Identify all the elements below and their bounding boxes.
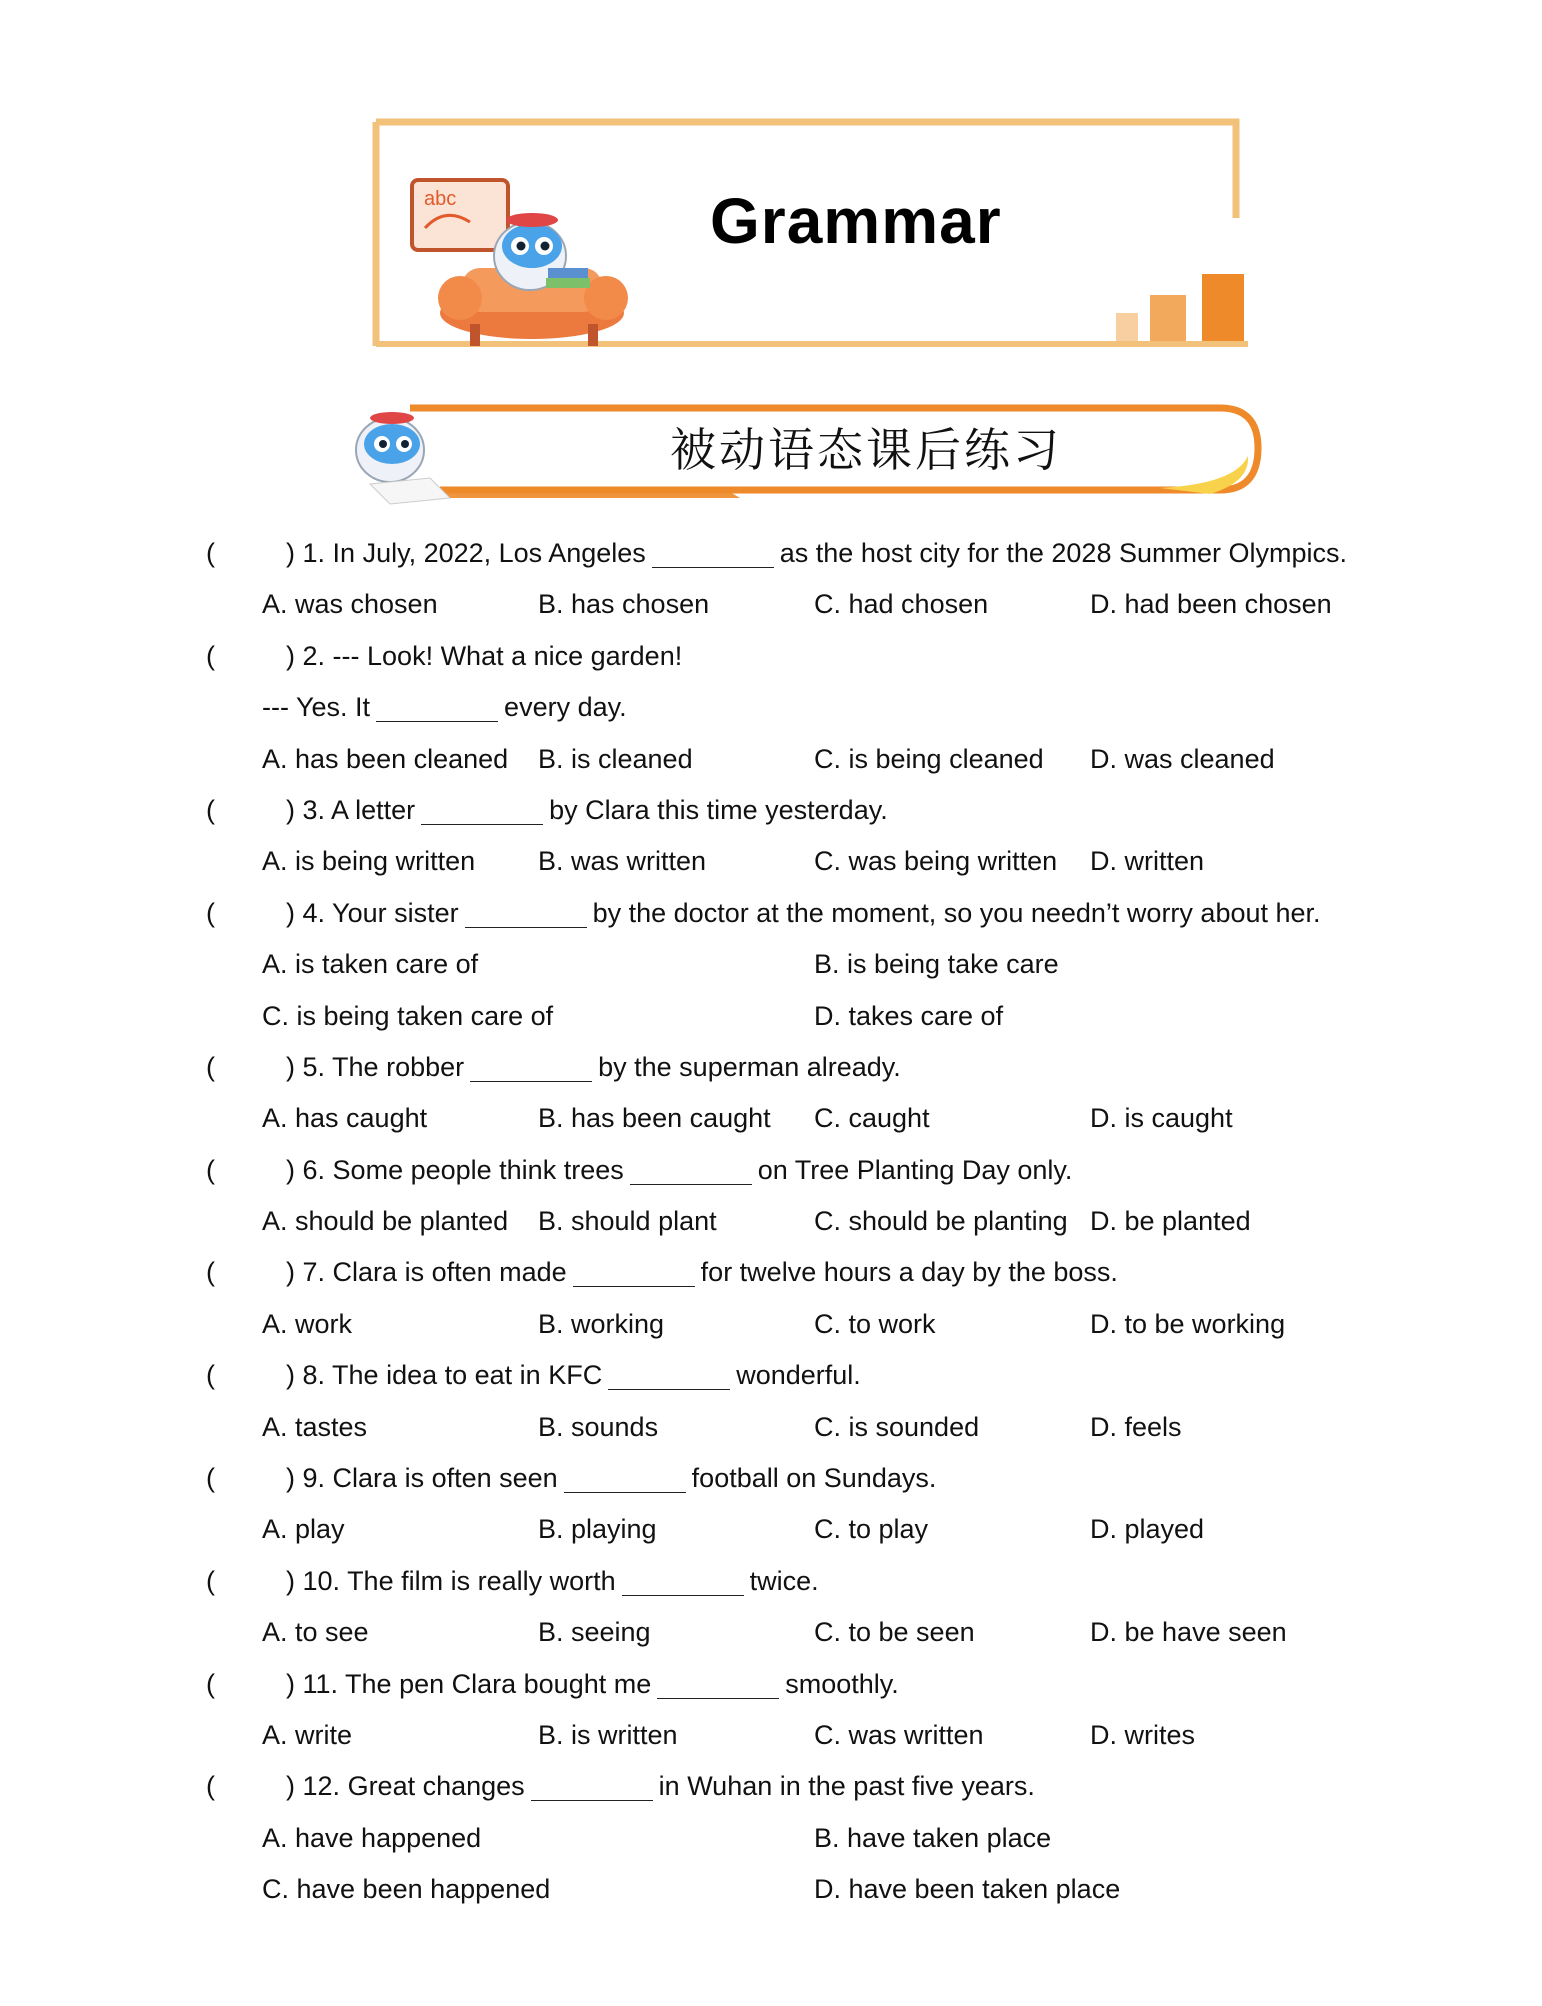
answer-paren[interactable]: (: [206, 640, 215, 671]
question-row: [0, 1042, 1542, 1093]
question-number: 3.: [302, 794, 326, 825]
answer-blank[interactable]: [622, 1565, 744, 1596]
options-row: [0, 1504, 1542, 1555]
option-a[interactable]: A. should be planted: [262, 1206, 509, 1237]
option-d[interactable]: D. takes care of: [814, 1000, 1004, 1031]
bar-medium: [1150, 295, 1186, 341]
answer-blank[interactable]: [376, 691, 498, 722]
stem-text: --- Look! What a nice garden!: [332, 640, 683, 671]
option-a[interactable]: A. play: [262, 1514, 345, 1545]
option-c[interactable]: C. is sounded: [814, 1411, 980, 1442]
options-row: [0, 1813, 1542, 1864]
options-row: [0, 991, 1542, 1042]
question-row: [0, 785, 1542, 836]
option-c[interactable]: C. had chosen: [814, 589, 989, 620]
option-a[interactable]: A. is taken care of: [262, 949, 479, 980]
stem-text-after: as the host city for the 2028 Summer Olympics.: [779, 538, 1347, 568]
answer-blank[interactable]: [465, 897, 587, 928]
question-stem: ) 11. The pen Clara bought me smoothly.: [286, 1668, 899, 1699]
answer-blank[interactable]: [630, 1154, 752, 1185]
options-row: [0, 1864, 1542, 1915]
question-row: [0, 1659, 1542, 1710]
option-d[interactable]: D. have been taken place: [814, 1874, 1121, 1905]
option-b[interactable]: B. working: [538, 1308, 665, 1339]
answer-paren[interactable]: (: [206, 1257, 215, 1288]
question-number: 10.: [302, 1565, 341, 1596]
answer-blank[interactable]: [564, 1462, 686, 1493]
question-row: [0, 1556, 1542, 1607]
answer-blank[interactable]: [573, 1256, 695, 1287]
answer-paren[interactable]: (: [206, 897, 215, 928]
question-row: [0, 528, 1542, 579]
question-stem: ) 5. The robber by the superman already.: [286, 1051, 901, 1082]
question-number: 11.: [302, 1668, 339, 1699]
cont-text: --- Yes. It: [262, 692, 371, 723]
option-b[interactable]: B. is written: [538, 1719, 678, 1750]
question-stem: ) 3. A letter by Clara this time yesterday.: [286, 794, 888, 825]
options-row: [0, 1402, 1542, 1453]
question-number: 2.: [302, 640, 326, 671]
question-stem: ) 2. --- Look! What a nice garden!: [286, 640, 683, 671]
answer-paren[interactable]: (: [206, 794, 215, 825]
question-list: [0, 528, 1542, 1916]
answer-paren[interactable]: (: [206, 1154, 215, 1185]
stem-text: The film is really worth: [347, 1565, 616, 1596]
option-b[interactable]: B. sounds: [538, 1411, 659, 1442]
cont-text-after: every day.: [504, 692, 627, 723]
stem-text: The robber: [332, 1051, 465, 1082]
question-number: 6.: [302, 1154, 326, 1185]
option-d[interactable]: D. feels: [1090, 1411, 1182, 1442]
option-b[interactable]: B. is being take care: [814, 949, 1059, 980]
option-b[interactable]: B. seeing: [538, 1617, 651, 1648]
option-c[interactable]: C. is being taken care of: [262, 1000, 554, 1031]
option-a[interactable]: A. tastes: [262, 1411, 368, 1442]
option-d[interactable]: D. be have seen: [1090, 1617, 1287, 1648]
option-b[interactable]: B. has chosen: [538, 589, 710, 620]
stem-text-after: wonderful.: [736, 1360, 861, 1391]
stem-text-after: by the superman already.: [598, 1051, 901, 1082]
option-d[interactable]: D. was cleaned: [1090, 743, 1275, 774]
bar-small: [1116, 313, 1138, 341]
option-a[interactable]: A. have happened: [262, 1822, 482, 1853]
option-d[interactable]: D. written: [1090, 846, 1205, 877]
option-c[interactable]: C. was being written: [814, 846, 1058, 877]
question-number: 1.: [302, 538, 326, 568]
section-title: 被动语态课后练习: [670, 423, 1062, 477]
question-stem: ) 9. Clara is often seen football on Sundays.: [286, 1463, 937, 1494]
answer-blank[interactable]: [470, 1051, 592, 1082]
stem-text-after: in Wuhan in the past five years.: [658, 1771, 1035, 1802]
option-b[interactable]: B. has been caught: [538, 1103, 771, 1134]
stem-text: In July, 2022, Los Angeles: [332, 538, 646, 568]
question-row: [0, 631, 1542, 682]
answer-paren[interactable]: (: [206, 1360, 215, 1391]
question-stem: ) 7. Clara is often made for twelve hours a day by the boss.: [286, 1257, 1118, 1288]
answer-paren[interactable]: (: [206, 1565, 215, 1596]
question-row: [0, 1453, 1542, 1504]
option-b[interactable]: B. should plant: [538, 1206, 717, 1237]
option-c[interactable]: C. to work: [814, 1308, 936, 1339]
option-d[interactable]: D. had been chosen: [1090, 589, 1332, 620]
question-number: 8.: [302, 1360, 326, 1391]
option-d[interactable]: D. writes: [1090, 1719, 1196, 1750]
answer-paren[interactable]: (: [206, 1668, 215, 1699]
option-c[interactable]: C. should be planting: [814, 1206, 1068, 1237]
question-number: 4.: [302, 897, 326, 928]
stem-text-after: on Tree Planting Day only.: [757, 1154, 1073, 1185]
answer-paren[interactable]: (: [206, 1463, 215, 1494]
stem-text: Your sister: [332, 897, 459, 928]
section-ribbon: [330, 398, 1280, 514]
option-a[interactable]: A. work: [262, 1308, 353, 1339]
answer-paren[interactable]: (: [206, 538, 215, 568]
stem-text: Clara is often seen: [332, 1463, 558, 1494]
option-a[interactable]: A. was chosen: [262, 589, 438, 620]
question-stem: ) 12. Great changes in Wuhan in the past five years.: [286, 1771, 1035, 1802]
banner-title: Grammar: [710, 185, 1002, 257]
grammar-banner: [370, 118, 1250, 358]
option-c[interactable]: C. to play: [814, 1514, 929, 1545]
answer-paren[interactable]: (: [206, 1051, 215, 1082]
question-continuation: [0, 682, 1542, 733]
option-c[interactable]: C. have been happened: [262, 1874, 551, 1905]
options-row: [0, 734, 1542, 785]
options-row: [0, 1710, 1542, 1761]
options-row: [0, 939, 1542, 990]
abc-badge-text: abc: [424, 188, 457, 210]
option-d[interactable]: D. is caught: [1090, 1103, 1233, 1134]
question-number: 5.: [302, 1051, 326, 1082]
options-row: [0, 1093, 1542, 1144]
option-b[interactable]: B. is cleaned: [538, 743, 693, 774]
stem-text-after: by Clara this time yesterday.: [549, 794, 888, 825]
question-stem: ) 8. The idea to eat in KFC wonderful.: [286, 1360, 861, 1391]
stem-text: Some people think trees: [332, 1154, 624, 1185]
question-row: [0, 1145, 1542, 1196]
option-b[interactable]: B. have taken place: [814, 1822, 1052, 1853]
stem-text: Clara is often made: [332, 1257, 567, 1288]
stem-text-after: twice.: [749, 1565, 819, 1596]
question-stem: ) 6. Some people think trees on Tree Planting Day only.: [286, 1154, 1073, 1185]
answer-blank[interactable]: [531, 1770, 653, 1801]
stem-text-after: for twelve hours a day by the boss.: [700, 1257, 1118, 1288]
question-stem: ) 1. In July, 2022, Los Angeles as the host city for the 2028 Summer Olympics.: [286, 538, 1347, 568]
stem-text: The idea to eat in KFC: [332, 1360, 603, 1391]
stem-text: Great changes: [347, 1771, 525, 1802]
option-a[interactable]: A. write: [262, 1719, 353, 1750]
option-a[interactable]: A. to see: [262, 1617, 369, 1648]
question-row: [0, 1761, 1542, 1812]
answer-blank[interactable]: [657, 1668, 779, 1699]
stem-text-after: by the doctor at the moment, so you needn’t worry about her.: [592, 897, 1321, 928]
answer-paren[interactable]: (: [206, 1771, 215, 1802]
stem-text: A letter: [331, 794, 416, 825]
question-row: [0, 1350, 1542, 1401]
options-row: [0, 579, 1542, 630]
option-a[interactable]: A. has been cleaned: [262, 743, 509, 774]
option-d[interactable]: D. played: [1090, 1514, 1205, 1545]
answer-blank[interactable]: [421, 794, 543, 825]
question-stem: ) 10. The film is really worth twice.: [286, 1565, 819, 1596]
bar-large: [1202, 274, 1244, 341]
option-c[interactable]: C. is being cleaned: [814, 743, 1044, 774]
question-number: 7.: [302, 1257, 326, 1288]
option-d[interactable]: D. to be working: [1090, 1308, 1286, 1339]
answer-blank[interactable]: [608, 1359, 730, 1390]
option-a[interactable]: A. is being written: [262, 846, 476, 877]
option-b[interactable]: B. was written: [538, 846, 707, 877]
answer-blank[interactable]: [652, 537, 774, 568]
question-number: 12.: [302, 1771, 341, 1802]
options-row: [0, 836, 1542, 887]
question-row: [0, 1247, 1542, 1298]
stem-text-after: football on Sundays.: [691, 1463, 937, 1494]
question-stem: ) 4. Your sister by the doctor at the moment, so you needn’t worry about her.: [286, 897, 1321, 928]
options-row: [0, 1299, 1542, 1350]
option-d[interactable]: D. be planted: [1090, 1206, 1251, 1237]
option-c[interactable]: C. was written: [814, 1719, 984, 1750]
option-a[interactable]: A. has caught: [262, 1103, 428, 1134]
option-c[interactable]: C. to be seen: [814, 1617, 975, 1648]
options-row: [0, 1607, 1542, 1658]
stem-text: The pen Clara bought me: [345, 1668, 652, 1699]
stem-text-after: smoothly.: [785, 1668, 899, 1699]
option-c[interactable]: C. caught: [814, 1103, 930, 1134]
question-number: 9.: [302, 1463, 326, 1494]
options-row: [0, 1196, 1542, 1247]
option-b[interactable]: B. playing: [538, 1514, 657, 1545]
question-row: [0, 888, 1542, 939]
